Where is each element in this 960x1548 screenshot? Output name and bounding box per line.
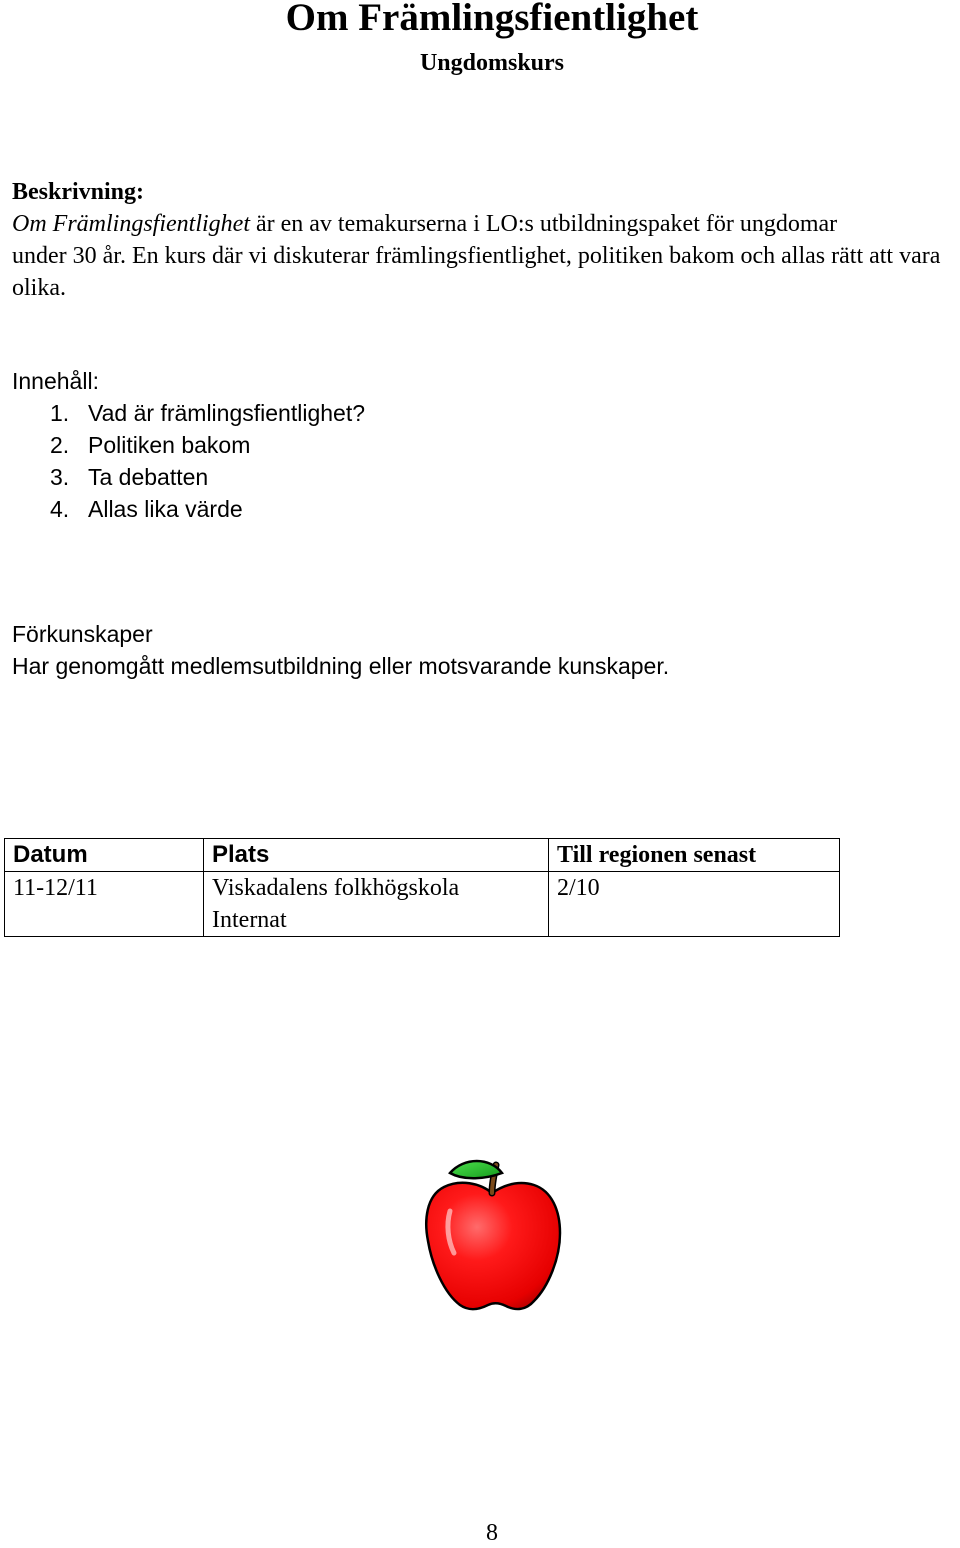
prerequisites-text: Har genomgått medlemsutbildning eller motsvarande kunskaper. bbox=[12, 653, 670, 679]
course-table bbox=[4, 838, 840, 937]
content-item bbox=[12, 429, 958, 461]
table-header-row bbox=[5, 839, 840, 872]
description-course-name: Om Främlingsfientlighet bbox=[12, 211, 250, 237]
content-item-number: 4. bbox=[50, 496, 70, 522]
table-cell-till: 2/10 bbox=[549, 872, 840, 937]
table-header-plats: Plats bbox=[204, 839, 549, 872]
content-item-label: Ta debatten bbox=[88, 464, 209, 490]
content-item-label: Politiken bakom bbox=[88, 432, 251, 458]
description-heading: Beskrivning: bbox=[12, 179, 145, 205]
content-item bbox=[12, 493, 958, 525]
content-item-number: 1. bbox=[50, 400, 70, 426]
plats-line1: Viskadalens folkhögskola bbox=[212, 875, 460, 901]
description-rest: under 30 år. En kurs där vi diskuterar främlingsfientlighet, politiken bakom och allas rätt att vara olika. bbox=[12, 243, 941, 301]
content-heading: Innehåll: bbox=[12, 368, 99, 394]
content-item-label: Vad är främlingsfientlighet? bbox=[88, 400, 365, 426]
content-item bbox=[12, 397, 958, 429]
page-subtitle: Ungdomskurs bbox=[419, 50, 565, 76]
content-list bbox=[12, 397, 958, 525]
table-header-datum: Datum bbox=[5, 839, 204, 872]
table-cell-plats bbox=[204, 872, 549, 937]
description-line1: är en av temakurserna i LO:s utbildningspaket för ungdomar bbox=[249, 211, 838, 237]
page-number: 8 bbox=[486, 1520, 498, 1546]
table-cell-datum: 11-12/11 bbox=[5, 872, 204, 937]
content-item-number: 2. bbox=[50, 432, 70, 458]
prerequisites-heading: Förkunskaper bbox=[12, 621, 153, 647]
content-item bbox=[12, 461, 958, 493]
content-item-number: 3. bbox=[50, 464, 70, 490]
content-section bbox=[12, 365, 958, 525]
prerequisites-section bbox=[12, 618, 958, 682]
description-text bbox=[12, 211, 940, 301]
plats-line2: Internat bbox=[212, 907, 287, 933]
table-header-till: Till regionen senast bbox=[549, 839, 840, 872]
page-title: Om Främlingsfientlighet bbox=[285, 0, 699, 39]
description-section bbox=[12, 176, 958, 304]
apple-icon bbox=[420, 1155, 565, 1315]
content-item-label: Allas lika värde bbox=[88, 496, 243, 522]
table-row bbox=[5, 872, 840, 937]
